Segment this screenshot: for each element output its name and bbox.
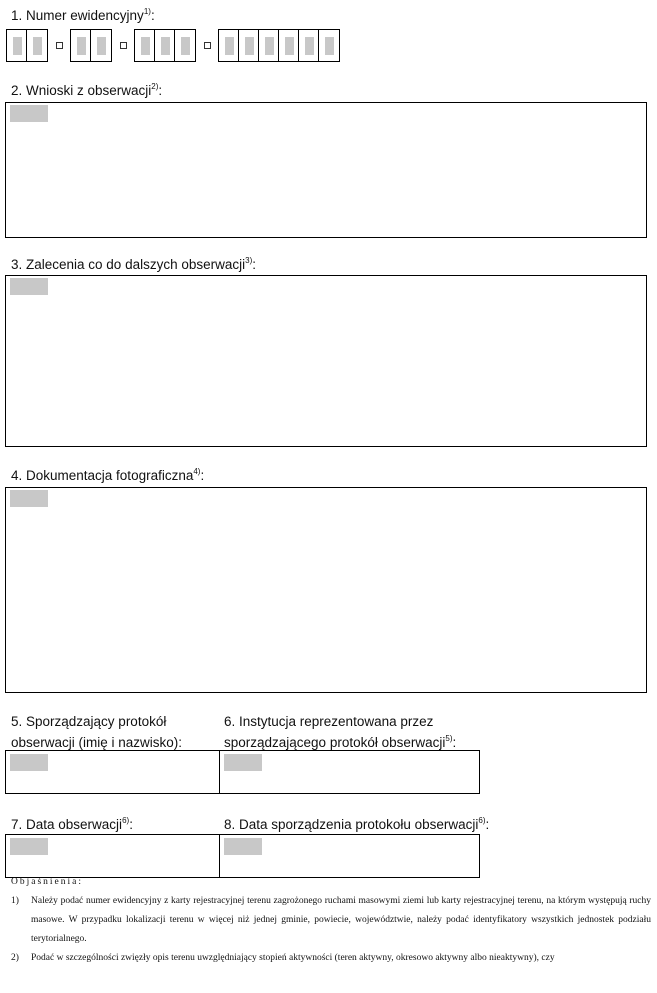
colon: : — [485, 817, 490, 832]
form-field-marker[interactable] — [10, 278, 48, 295]
digit-input[interactable] — [279, 30, 299, 61]
footnote-ref: 6) — [122, 816, 130, 825]
colon: : — [150, 8, 155, 23]
institution-input[interactable] — [219, 750, 480, 794]
footnote-ref: 1) — [143, 7, 151, 16]
form-field-marker[interactable] — [10, 754, 48, 771]
digit-input[interactable] — [155, 30, 175, 61]
square-icon — [56, 42, 63, 49]
square-icon — [204, 42, 211, 49]
section-3-text: 3. Zalecenia co do dalszych obserwacji — [11, 257, 246, 272]
digit-input[interactable] — [7, 30, 27, 61]
digit-input[interactable] — [91, 30, 111, 61]
registration-number-field — [6, 29, 340, 62]
section-5-text: 5. Sporządzający protokół obserwacji (imię i nazwisko): — [11, 714, 183, 750]
note-item — [11, 949, 651, 968]
footnote-ref: 4) — [193, 467, 201, 476]
note-text: Należy podać numer ewidencyjny z karty rejestracyjnej terenu zagrożonego ruchami masowymi ziemi lub karty rejestracyjnej terenu, na którym występują ruchy masowe. W przypadku lokalizacji terenu w więcej niż jednej gminie, powiecie, województwie, należy podać identyfikatory wszystkich jednostek podziału terytorialnego. — [31, 896, 651, 944]
digit-input[interactable] — [135, 30, 155, 61]
observation-date-input[interactable] — [5, 834, 220, 878]
digit-input[interactable] — [219, 30, 239, 61]
colon: : — [200, 468, 205, 483]
digit-input[interactable] — [319, 30, 339, 61]
footnote-ref: 2) — [151, 82, 159, 91]
section-1-label — [11, 7, 155, 25]
section-2-text: 2. Wnioski z obserwacji — [11, 83, 152, 98]
reg-group-2 — [70, 29, 112, 62]
digit-input[interactable] — [259, 30, 279, 61]
reg-group-1 — [6, 29, 48, 62]
separator-checkbox — [196, 29, 218, 62]
colon: : — [252, 257, 257, 272]
section-6-text: 6. Instytucja reprezentowana przez sporządzającego protokół obserwacji — [224, 714, 446, 750]
form-field-marker[interactable] — [224, 754, 262, 771]
section-4-label — [11, 467, 204, 485]
section-5-label — [11, 711, 201, 753]
form-field-marker[interactable] — [10, 838, 48, 855]
separator-checkbox — [48, 29, 70, 62]
section-7-text: 7. Data obserwacji — [11, 817, 123, 832]
section-7-label — [11, 816, 133, 834]
digit-input[interactable] — [239, 30, 259, 61]
colon: : — [158, 83, 163, 98]
section-4-text: 4. Dokumentacja fotograficzna — [11, 468, 194, 483]
note-item — [11, 892, 651, 949]
form-field-marker[interactable] — [10, 105, 48, 122]
colon: : — [129, 817, 133, 832]
digit-input[interactable] — [71, 30, 91, 61]
section-3-label — [11, 256, 256, 274]
note-text: Podać w szczególności zwięzły opis terenu uwzględniający stopień aktywności (teren aktywny, okresowo aktywny albo nieaktywny), czy — [31, 953, 555, 963]
form-field-marker[interactable] — [10, 490, 48, 507]
recommendations-textarea[interactable] — [5, 275, 647, 447]
conclusions-textarea[interactable] — [5, 102, 647, 238]
square-icon — [120, 42, 127, 49]
footnote-ref: 3) — [245, 256, 253, 265]
separator-checkbox — [112, 29, 134, 62]
section-1-text: 1. Numer ewidencyjny — [11, 8, 144, 23]
digit-input[interactable] — [299, 30, 319, 61]
footnote-ref: 6) — [478, 816, 486, 825]
digit-input[interactable] — [175, 30, 195, 61]
digit-input[interactable] — [27, 30, 47, 61]
footnote-ref: 5) — [445, 734, 453, 743]
reg-group-3 — [134, 29, 196, 62]
photo-documentation-area[interactable] — [5, 487, 647, 693]
explanations-title: Objaśnienia: — [11, 877, 84, 887]
section-8-label — [224, 816, 489, 834]
protocol-date-input[interactable] — [219, 834, 480, 878]
note-number: 2) — [11, 953, 19, 963]
form-field-marker[interactable] — [224, 838, 262, 855]
colon: : — [452, 735, 457, 750]
section-2-label — [11, 82, 162, 100]
section-8-text: 8. Data sporządzenia protokołu obserwacji — [224, 817, 479, 832]
section-6-label — [224, 711, 474, 753]
author-name-input[interactable] — [5, 750, 220, 794]
note-number: 1) — [11, 896, 19, 906]
explanations — [11, 873, 651, 968]
reg-group-4 — [218, 29, 340, 62]
